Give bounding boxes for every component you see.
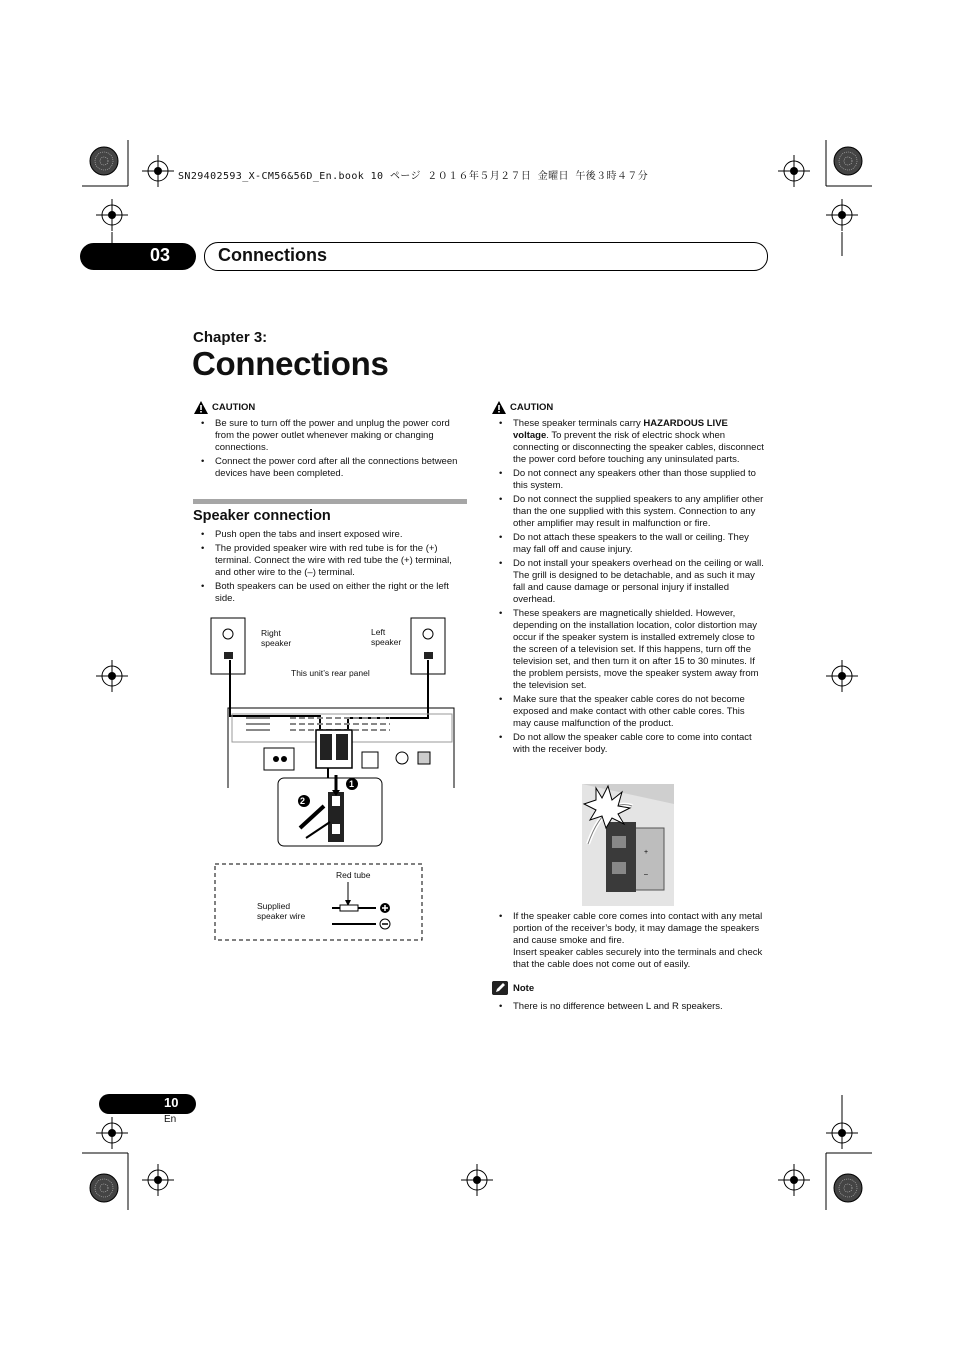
left-caution-label: CAUTION (212, 402, 256, 413)
left-speaker-illustration (411, 618, 445, 710)
book-header: SN29402593_X-CM56&56D_En.book 10 ページ ２０１６年５月２７日 金曜日 午後３時４７分 (178, 171, 649, 182)
red-tube-label: Red tube (336, 870, 371, 880)
note-heading (492, 981, 534, 995)
rear-panel-illustration (228, 708, 454, 788)
page-language: En (164, 1114, 177, 1125)
page-number-pill (99, 1094, 196, 1114)
left-caution-item: • Be sure to turn off the power and unplug the power cord from the power outlet whenever making or changing connections. (193, 418, 468, 454)
after-image-item (491, 911, 765, 971)
speaker-item: • The provided speaker wire with red tube is for the (+) terminal. Connect the wire with red tube the (+) terminal, and other wire to the (–) terminal. (193, 543, 468, 579)
chapter-number-pill (80, 243, 196, 270)
speaker-connection-diagram (200, 610, 470, 950)
left-caution-heading (194, 401, 255, 414)
hazard-text-post: . To prevent the risk of electric shock when connecting or disconnecting the speaker cables, disconnect the power cord before touching any uninsulated parts. (513, 430, 764, 465)
right-caution-item (491, 418, 765, 466)
right-caution-item: • Do not install your speakers overhead on the ceiling or wall. The grill is designed to be detachable, and as such it may fall and cause damage or personal injury if installed overhead. (491, 558, 765, 606)
after-image-line-2: Insert speaker cables securely into the terminals and check that the cable does not come out of easily. (513, 947, 763, 970)
chapter-tab-title: Connections (218, 245, 328, 265)
right-caution-heading (492, 401, 553, 414)
after-image-list (491, 911, 765, 973)
right-caution-list (491, 418, 765, 758)
chapter-number: 03 (150, 245, 171, 265)
speaker-item: • Push open the tabs and insert exposed wire. (193, 529, 468, 541)
after-image-line-1: If the speaker cable core comes into contact with any metal portion of the receiver’s body, it may damage the speakers and cause smoke and fire. (513, 911, 763, 946)
warning-icon (194, 401, 208, 414)
right-caution-item: • Do not connect any speakers other than those supplied to this system. (491, 468, 765, 492)
right-caution-item: • Do not allow the speaker cable core to come into contact with the receiver body. (491, 732, 765, 756)
chapter-label: Chapter 3: (193, 329, 268, 346)
hazard-text-bold: HAZARDOUS LIVE voltage (513, 418, 728, 441)
right-caution-item: • Do not connect the supplied speakers to any amplifier other than the one supplied with this system. Connection to any other amplifier may result in malfunction or fire. (491, 494, 765, 530)
step-two-marker: 2 (300, 796, 306, 806)
supplied-wire-illustration (332, 882, 390, 929)
note-list (491, 1001, 765, 1015)
rear-panel-label: This unit’s rear panel (291, 668, 370, 678)
svg-text:+: + (644, 849, 649, 856)
speaker-list (193, 529, 468, 607)
right-caution-item: • Make sure that the speaker cable cores do not become exposed and make contact with other cable cores. This may cause malfunction of the product. (491, 694, 765, 730)
cable-contact-illustration (582, 784, 674, 906)
left-caution-list (193, 418, 468, 482)
note-label: Note (513, 982, 535, 994)
supplied-wire-label: Supplied speaker wire (257, 901, 306, 921)
page-title: Connections (192, 345, 389, 382)
svg-text:–: – (644, 871, 648, 878)
left-caution-item: • Connect the power cord after all the connections between devices have been completed. (193, 456, 468, 480)
right-speaker-label: Right speaker (261, 628, 292, 648)
speaker-item: • Both speakers can be used on either the right or the left side. (193, 581, 468, 605)
step-one-marker: 1 (349, 779, 355, 789)
note-pencil-icon (492, 981, 508, 995)
warning-icon (492, 401, 506, 414)
hazard-text-pre: These speaker terminals carry (513, 418, 644, 429)
right-caution-item: • These speakers are magnetically shielded. However, depending on the installation location, color distortion may occur if the speaker system is installed extremely close to the screen of a television set. If this happens, turn off the television set, and then turn it on after 15 to 30 minutes. If the problem persists, move the speaker system away from the television set. (491, 608, 765, 692)
page-number: 10 (164, 1095, 179, 1110)
right-caution-item: • Do not attach these speakers to the wall or ceiling. They may fall off and cause injury. (491, 532, 765, 556)
terminal-closeup (278, 768, 382, 846)
section-title: Speaker connection (193, 508, 331, 524)
right-speaker-illustration (211, 618, 245, 710)
note-item: • There is no difference between L and R speakers. (491, 1001, 765, 1013)
left-speaker-label: Left speaker (371, 627, 402, 647)
right-caution-label: CAUTION (510, 402, 554, 413)
section-divider (193, 499, 467, 504)
